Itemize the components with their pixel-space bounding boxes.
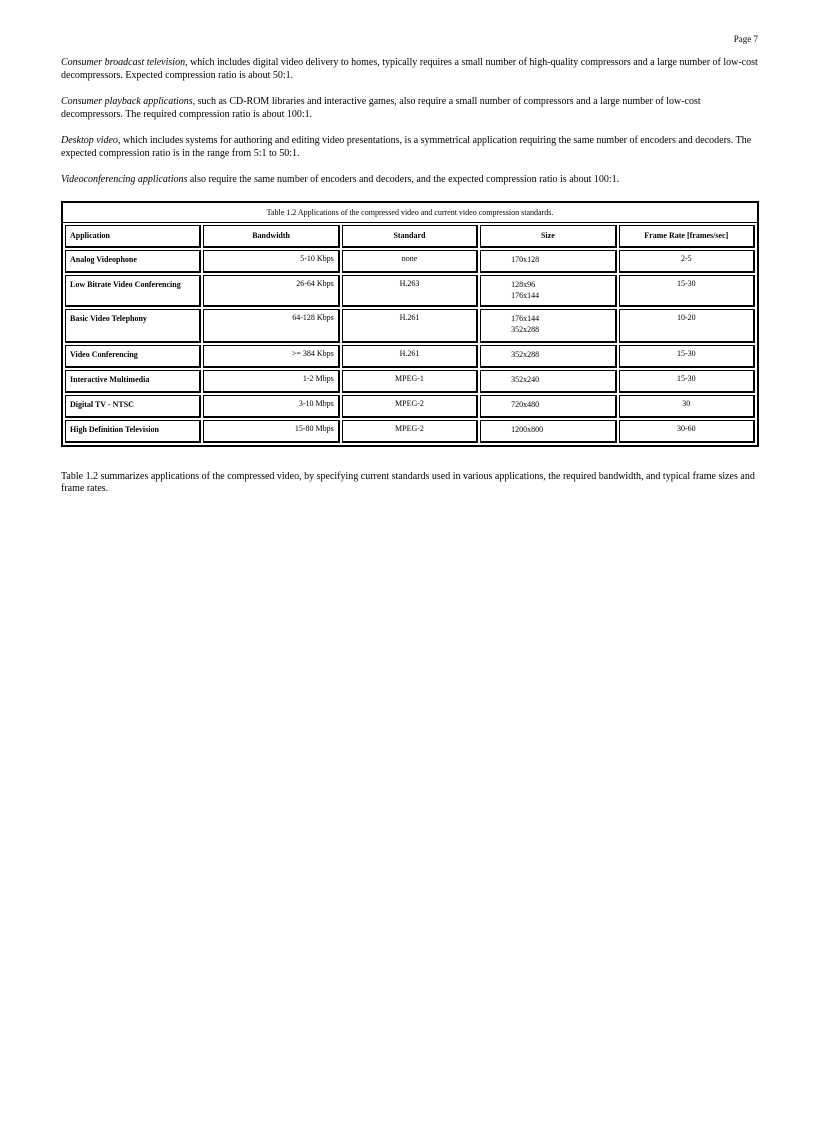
table-caption: Table 1.2 Applications of the compressed video and current video compression standards.	[63, 203, 757, 223]
cell-frame-rate: 30	[619, 395, 755, 418]
paragraph-text: also require the same number of encoders and decoders, and the expected compression ratio is about 100:1.	[187, 174, 620, 185]
table-row	[65, 345, 755, 368]
cell-standard: MPEG-1	[342, 370, 478, 393]
size-value: 1200x800	[511, 424, 544, 434]
cell-application: Basic Video Telephony	[65, 309, 201, 343]
header-standard: Standard	[342, 225, 478, 248]
size-value: 352x240	[511, 374, 540, 384]
paragraph-text: , such as CD-ROM libraries and interactive games, also require a small number of compressors and a large number of low-cost decompressors. The required compression ratio is about 100:1.	[61, 96, 701, 120]
cell-size	[480, 345, 616, 368]
size-value: 176x144	[511, 313, 540, 323]
cell-bandwidth: 3-10 Mbps	[203, 395, 339, 418]
size-value: 720x480	[511, 399, 540, 409]
table-row	[65, 250, 755, 273]
header-bandwidth: Bandwidth	[203, 225, 339, 248]
paragraph-lead: Consumer playback applications	[61, 96, 193, 107]
cell-standard: none	[342, 250, 478, 273]
cell-frame-rate: 15-30	[619, 370, 755, 393]
paragraph-desktop-video	[61, 135, 759, 160]
paragraph-lead: Consumer broadcast television	[61, 57, 186, 68]
document-body	[61, 57, 759, 510]
table-header-row	[65, 225, 755, 248]
table-row	[65, 370, 755, 393]
cell-application: Interactive Multimedia	[65, 370, 201, 393]
cell-frame-rate: 15-30	[619, 275, 755, 307]
applications-table	[61, 201, 759, 447]
cell-size	[480, 250, 616, 273]
cell-application: Digital TV - NTSC	[65, 395, 201, 418]
cell-size	[480, 420, 616, 443]
cell-frame-rate: 2-5	[619, 250, 755, 273]
paragraph-consumer-playback	[61, 96, 759, 121]
size-value: 128x96	[511, 279, 536, 289]
header-application: Application	[65, 225, 201, 248]
page-number: Page 7	[733, 34, 758, 44]
cell-application: Analog Videophone	[65, 250, 201, 273]
cell-application: Video Conferencing	[65, 345, 201, 368]
size-value: 176x144	[511, 290, 540, 300]
paragraph-text: , which includes digital video delivery to homes, typically requires a small number of high-quality compressors and a large number of low-cost decompressors. Expected compression ratio is about 50:1.	[61, 57, 758, 81]
cell-bandwidth: 26-64 Kbps	[203, 275, 339, 307]
table-row	[65, 420, 755, 443]
table-row	[65, 309, 755, 343]
paragraph-lead: Desktop video	[61, 135, 118, 146]
cell-bandwidth: >= 384 Kbps	[203, 345, 339, 368]
cell-size	[480, 275, 616, 307]
size-value: 352x288	[511, 324, 540, 334]
cell-bandwidth: 5-10 Kbps	[203, 250, 339, 273]
cell-application: High Definition Television	[65, 420, 201, 443]
paragraph-consumer-broadcast	[61, 57, 759, 82]
cell-bandwidth: 64-128 Kbps	[203, 309, 339, 343]
header-size: Size	[480, 225, 616, 248]
cell-bandwidth: 1-2 Mbps	[203, 370, 339, 393]
size-value: 170x128	[511, 254, 540, 264]
cell-size	[480, 309, 616, 343]
cell-bandwidth: 15-80 Mbps	[203, 420, 339, 443]
cell-standard: MPEG-2	[342, 420, 478, 443]
applications-table-grid	[63, 223, 757, 445]
cell-size	[480, 370, 616, 393]
cell-standard: MPEG-2	[342, 395, 478, 418]
cell-frame-rate: 30-60	[619, 420, 755, 443]
table-summary-paragraph: Table 1.2 summarizes applications of the compressed video, by specifying current standards used in various applications, the required bandwidth, and typical frame sizes and frame rates.	[61, 470, 755, 494]
header-frame-rate: Frame Rate [frames/sec]	[619, 225, 755, 248]
cell-frame-rate: 10-20	[619, 309, 755, 343]
cell-frame-rate: 15-30	[619, 345, 755, 368]
table-row	[65, 275, 755, 307]
cell-size	[480, 395, 616, 418]
size-value: 352x288	[511, 349, 540, 359]
paragraph-text: , which includes systems for authoring and editing video presentations, is a symmetrical application requiring the same number of encoders and decoders. The expected compression ratio is in the range from 5:1 to 50:1.	[61, 135, 752, 159]
cell-application: Low Bitrate Video Conferencing	[65, 275, 201, 307]
paragraph-videoconferencing	[61, 174, 759, 187]
cell-standard: H.263	[342, 275, 478, 307]
paragraph-lead: Videoconferencing applications	[61, 174, 188, 185]
table-row	[65, 395, 755, 418]
cell-standard: H.261	[342, 345, 478, 368]
cell-standard: H.261	[342, 309, 478, 343]
